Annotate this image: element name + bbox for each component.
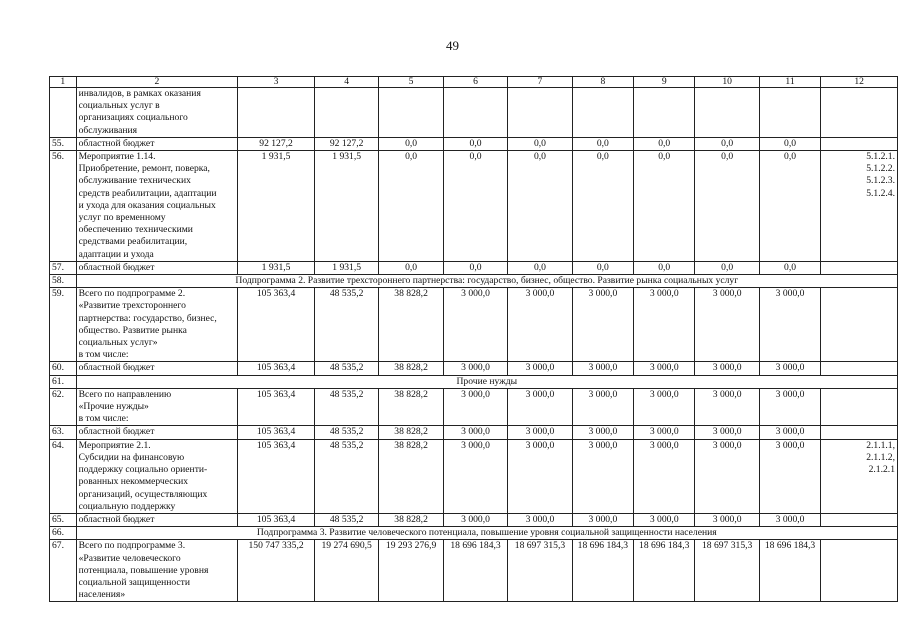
column-header: 8 — [572, 77, 633, 88]
table-row — [50, 513, 898, 526]
amount-cell: 3 000,0 — [443, 513, 507, 526]
amount-cell: 92 127,2 — [238, 137, 315, 150]
amount-cell: 18 696 184,3 — [572, 540, 633, 602]
description-line: Всего по подпрограмме 2. — [78, 288, 186, 300]
amount-cell: 3 000,0 — [572, 288, 633, 362]
row-number: 55. — [50, 137, 77, 150]
row-description — [76, 88, 238, 138]
amount-cell: 3 000,0 — [634, 513, 695, 526]
target-code: 2.1.1.1, — [866, 439, 895, 451]
amount-cell: 3 000,0 — [634, 426, 695, 439]
amount-cell: 3 000,0 — [695, 513, 759, 526]
description-line: Приобретение, ремонт, поверка, — [78, 163, 210, 175]
description-line: и ухода для оказания социальных — [78, 199, 216, 211]
amount-cell: 0,0 — [572, 151, 633, 262]
target-code: 2.1.1.2, — [866, 451, 895, 463]
amount-cell: 0,0 — [695, 151, 759, 262]
description-line: средствами реабилитации, — [78, 236, 188, 248]
target-indicators — [821, 513, 898, 526]
row-description — [76, 151, 238, 262]
amount-cell: 48 535,2 — [314, 288, 378, 362]
target-indicators — [821, 288, 898, 362]
target-indicators — [821, 388, 898, 426]
section-row — [50, 375, 898, 388]
amount-cell: 105 363,4 — [238, 362, 315, 375]
description-line: поддержку социально ориенти- — [78, 464, 208, 476]
description-line: потенциала, повышение уровня — [78, 564, 209, 576]
amount-cell: 3 000,0 — [572, 362, 633, 375]
row-description — [76, 540, 238, 602]
target-code: 5.1.2.1. — [866, 151, 895, 163]
amount-cell: 0,0 — [443, 151, 507, 262]
description-line: областной бюджет — [78, 426, 155, 438]
amount-cell: 19 293 276,9 — [379, 540, 443, 602]
amount-cell: 3 000,0 — [443, 362, 507, 375]
description-line: областной бюджет — [78, 137, 155, 149]
table-row — [50, 151, 898, 262]
amount-cell: 92 127,2 — [314, 137, 378, 150]
table-row — [50, 137, 898, 150]
amount-cell: 48 535,2 — [314, 388, 378, 426]
amount-cell: 0,0 — [379, 261, 443, 274]
description-line: Мероприятие 1.14. — [78, 151, 156, 163]
column-header: 1 — [50, 77, 77, 88]
amount-cell: 3 000,0 — [508, 513, 572, 526]
description-line: организаций, осуществляющих — [78, 488, 208, 500]
column-header: 3 — [238, 77, 315, 88]
table-row — [50, 288, 898, 362]
amount-cell: 38 828,2 — [379, 388, 443, 426]
amount-cell: 0,0 — [759, 151, 820, 262]
row-description — [76, 137, 238, 150]
row-description — [76, 426, 238, 439]
description-line: Всего по подпрограмме 3. — [78, 540, 186, 552]
description-line: обслуживание технических — [78, 175, 191, 187]
amount-cell: 3 000,0 — [695, 288, 759, 362]
amount-cell: 105 363,4 — [238, 439, 315, 513]
amount-cell — [379, 88, 443, 138]
amount-cell: 48 535,2 — [314, 362, 378, 375]
description-line: обеспечению техническими — [78, 224, 193, 236]
row-number: 63. — [50, 426, 77, 439]
amount-cell: 0,0 — [508, 137, 572, 150]
table-row — [50, 426, 898, 439]
table-row — [50, 362, 898, 375]
target-indicators — [821, 88, 898, 138]
target-indicators — [821, 137, 898, 150]
row-description — [76, 362, 238, 375]
amount-cell: 0,0 — [443, 137, 507, 150]
description-line: инвалидов, в рамках оказания — [78, 88, 201, 99]
budget-table — [49, 76, 898, 602]
amount-cell: 3 000,0 — [695, 388, 759, 426]
row-number: 62. — [50, 388, 77, 426]
section-title: Подпрограмма 3. Развитие человеческого потенциала, повышение уровня социальной защищенности населения — [76, 527, 897, 540]
amount-cell: 48 535,2 — [314, 426, 378, 439]
amount-cell: 0,0 — [695, 261, 759, 274]
table-row — [50, 540, 898, 602]
section-row — [50, 527, 898, 540]
amount-cell: 18 696 184,3 — [759, 540, 820, 602]
amount-cell: 0,0 — [379, 151, 443, 262]
amount-cell: 0,0 — [634, 137, 695, 150]
amount-cell: 3 000,0 — [695, 362, 759, 375]
row-number: 59. — [50, 288, 77, 362]
row-description — [76, 261, 238, 274]
description-line: организациях социального — [78, 112, 188, 124]
column-header: 11 — [759, 77, 820, 88]
description-line: областной бюджет — [78, 261, 155, 273]
amount-cell: 1 931,5 — [314, 261, 378, 274]
amount-cell: 3 000,0 — [508, 388, 572, 426]
description-line: партнерства: государство, бизнес, — [78, 312, 217, 324]
amount-cell: 105 363,4 — [238, 388, 315, 426]
amount-cell: 3 000,0 — [634, 362, 695, 375]
description-line: Субсидии на финансовую — [78, 451, 185, 463]
row-number: 67. — [50, 540, 77, 602]
column-header: 4 — [314, 77, 378, 88]
target-indicators — [821, 426, 898, 439]
amount-cell: 3 000,0 — [443, 388, 507, 426]
description-line: средств реабилитации, адаптации — [78, 187, 217, 199]
target-indicators — [821, 151, 898, 262]
amount-cell: 3 000,0 — [759, 362, 820, 375]
amount-cell — [759, 88, 820, 138]
column-header: 10 — [695, 77, 759, 88]
amount-cell: 1 931,5 — [238, 261, 315, 274]
row-number — [50, 88, 77, 138]
target-code: 5.1.2.4. — [866, 187, 895, 199]
description-line: в том числе: — [78, 413, 129, 425]
column-header: 2 — [76, 77, 238, 88]
amount-cell: 38 828,2 — [379, 426, 443, 439]
amount-cell: 3 000,0 — [759, 426, 820, 439]
amount-cell: 150 747 335,2 — [238, 540, 315, 602]
section-row — [50, 275, 898, 288]
amount-cell: 3 000,0 — [572, 388, 633, 426]
page-number: 49 — [446, 38, 459, 53]
description-line: областной бюджет — [78, 362, 155, 374]
amount-cell: 0,0 — [759, 261, 820, 274]
section-title: Подпрограмма 2. Развитие трехстороннего партнерства: государство, бизнес, общество. Развитие рынка социальных услуг — [76, 275, 897, 288]
amount-cell: 38 828,2 — [379, 513, 443, 526]
amount-cell: 3 000,0 — [508, 439, 572, 513]
amount-cell: 3 000,0 — [695, 439, 759, 513]
amount-cell: 3 000,0 — [759, 513, 820, 526]
description-line: областной бюджет — [78, 513, 155, 525]
amount-cell: 0,0 — [508, 151, 572, 262]
column-header: 12 — [821, 77, 898, 88]
row-number: 60. — [50, 362, 77, 375]
table-row — [50, 88, 898, 138]
column-header: 7 — [508, 77, 572, 88]
target-indicators — [821, 540, 898, 602]
amount-cell: 18 696 184,3 — [443, 540, 507, 602]
description-line: Мероприятие 2.1. — [78, 439, 151, 451]
description-line: адаптации и ухода — [78, 248, 154, 260]
row-description — [76, 439, 238, 513]
column-header: 5 — [379, 77, 443, 88]
table-row — [50, 439, 898, 513]
amount-cell: 3 000,0 — [443, 288, 507, 362]
amount-cell: 18 696 184,3 — [634, 540, 695, 602]
target-code: 5.1.2.2. — [866, 163, 895, 175]
amount-cell: 1 931,5 — [238, 151, 315, 262]
description-line: услуг по временному — [78, 212, 166, 224]
amount-cell: 3 000,0 — [634, 288, 695, 362]
amount-cell: 0,0 — [572, 137, 633, 150]
amount-cell: 18 697 315,3 — [508, 540, 572, 602]
amount-cell — [695, 88, 759, 138]
description-line: социальной защищенности — [78, 576, 190, 588]
amount-cell: 38 828,2 — [379, 288, 443, 362]
amount-cell: 0,0 — [634, 151, 695, 262]
amount-cell — [508, 88, 572, 138]
description-line: в том числе: — [78, 349, 129, 361]
amount-cell: 38 828,2 — [379, 439, 443, 513]
row-description — [76, 513, 238, 526]
row-number: 61. — [50, 375, 77, 388]
description-line: «Прочие нужды» — [78, 401, 149, 413]
amount-cell: 1 931,5 — [314, 151, 378, 262]
description-line: рованных некоммерческих — [78, 476, 189, 488]
amount-cell: 3 000,0 — [634, 439, 695, 513]
amount-cell — [572, 88, 633, 138]
description-line: «Развитие человеческого — [78, 552, 181, 564]
description-line: общество. Развитие рынка — [78, 324, 187, 336]
amount-cell: 0,0 — [634, 261, 695, 274]
amount-cell: 3 000,0 — [695, 426, 759, 439]
amount-cell — [314, 88, 378, 138]
amount-cell: 48 535,2 — [314, 513, 378, 526]
table-header-row — [50, 77, 898, 88]
amount-cell: 3 000,0 — [508, 426, 572, 439]
row-number: 66. — [50, 527, 77, 540]
amount-cell: 0,0 — [379, 137, 443, 150]
amount-cell — [443, 88, 507, 138]
column-header: 6 — [443, 77, 507, 88]
target-code: 2.1.2.1 — [868, 464, 895, 476]
amount-cell: 0,0 — [443, 261, 507, 274]
amount-cell — [634, 88, 695, 138]
description-line: социальных услуг в — [78, 100, 160, 112]
description-line: Всего по направлению — [78, 388, 172, 400]
description-line: социальных услуг» — [78, 337, 158, 349]
amount-cell: 105 363,4 — [238, 513, 315, 526]
row-number: 65. — [50, 513, 77, 526]
table-row — [50, 388, 898, 426]
amount-cell: 3 000,0 — [759, 288, 820, 362]
amount-cell: 3 000,0 — [443, 426, 507, 439]
amount-cell: 3 000,0 — [572, 426, 633, 439]
amount-cell: 0,0 — [759, 137, 820, 150]
amount-cell: 105 363,4 — [238, 288, 315, 362]
row-number: 58. — [50, 275, 77, 288]
target-indicators — [821, 439, 898, 513]
amount-cell: 18 697 315,3 — [695, 540, 759, 602]
amount-cell: 3 000,0 — [443, 439, 507, 513]
amount-cell: 19 274 690,5 — [314, 540, 378, 602]
description-line: социальную поддержку — [78, 500, 176, 512]
amount-cell: 3 000,0 — [572, 513, 633, 526]
amount-cell: 38 828,2 — [379, 362, 443, 375]
column-header: 9 — [634, 77, 695, 88]
amount-cell: 3 000,0 — [759, 388, 820, 426]
description-line: населения» — [78, 589, 126, 601]
amount-cell: 3 000,0 — [508, 288, 572, 362]
row-number: 64. — [50, 439, 77, 513]
row-description — [76, 288, 238, 362]
amount-cell: 48 535,2 — [314, 439, 378, 513]
description-line: обслуживания — [78, 124, 138, 136]
amount-cell: 3 000,0 — [508, 362, 572, 375]
target-indicators — [821, 362, 898, 375]
amount-cell: 0,0 — [508, 261, 572, 274]
amount-cell — [238, 88, 315, 138]
row-description — [76, 388, 238, 426]
amount-cell: 3 000,0 — [759, 439, 820, 513]
row-number: 57. — [50, 261, 77, 274]
target-code: 5.1.2.3. — [866, 175, 895, 187]
target-indicators — [821, 261, 898, 274]
amount-cell: 3 000,0 — [634, 388, 695, 426]
amount-cell: 0,0 — [695, 137, 759, 150]
table-row — [50, 261, 898, 274]
row-number: 56. — [50, 151, 77, 262]
amount-cell: 0,0 — [572, 261, 633, 274]
amount-cell: 3 000,0 — [572, 439, 633, 513]
description-line: «Развитие трехстороннего — [78, 300, 186, 312]
section-title: Прочие нужды — [76, 375, 897, 388]
amount-cell: 105 363,4 — [238, 426, 315, 439]
table-body — [50, 88, 898, 602]
